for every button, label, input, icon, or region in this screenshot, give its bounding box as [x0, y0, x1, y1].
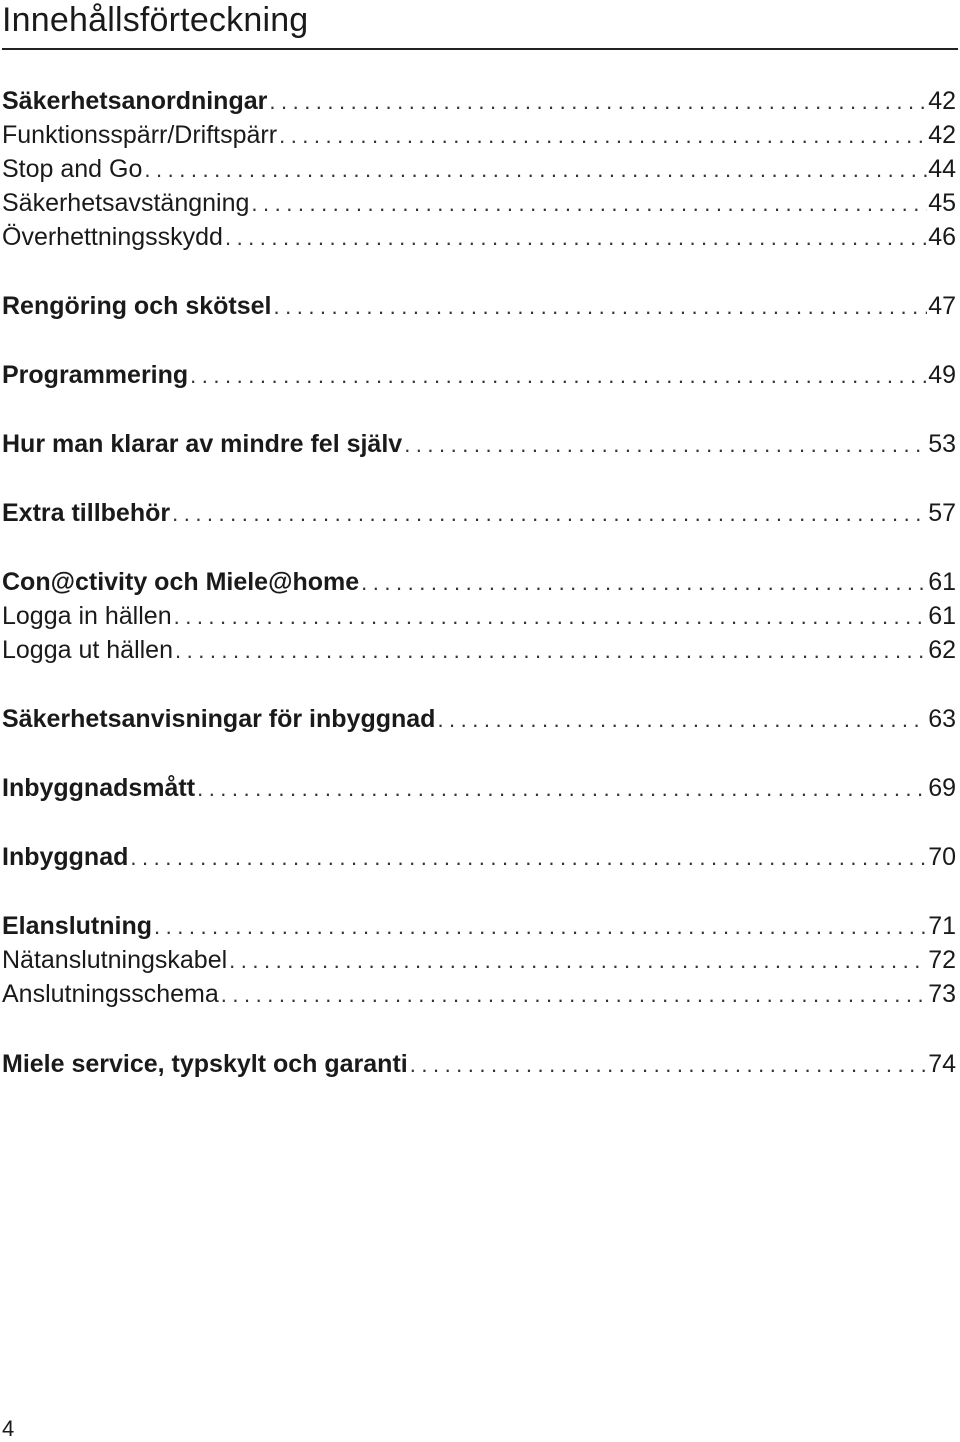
- toc-entry-label: Säkerhetsavstängning: [2, 189, 250, 217]
- toc-entry-page: 69: [928, 774, 956, 802]
- toc-dot-leader: [361, 566, 927, 600]
- toc-entry-label: Inbyggnad: [2, 843, 129, 871]
- toc-dot-leader: [154, 910, 927, 944]
- toc-entry-page: 42: [928, 121, 956, 149]
- toc-dot-leader: [404, 428, 927, 462]
- toc-entry-anslutningsschema[interactable]: [2, 977, 956, 1011]
- toc-entry-logga-in[interactable]: [2, 599, 956, 633]
- toc-entry-label: Rengöring och skötsel: [2, 292, 272, 320]
- toc-entry-page: 45: [928, 189, 956, 217]
- toc-entry-page: 74: [928, 1050, 956, 1078]
- toc-entry-logga-ut[interactable]: [2, 633, 956, 667]
- toc-entry-inbyggnad[interactable]: [2, 840, 956, 874]
- toc-entry-label: Nätanslutningskabel: [2, 946, 228, 974]
- toc-entry-page: 42: [928, 87, 956, 115]
- toc-entry-page: 53: [928, 430, 956, 458]
- toc-entry-sakerhetsavstangning[interactable]: [2, 186, 956, 220]
- toc-dot-leader: [172, 497, 927, 531]
- toc-entry-stop-and-go[interactable]: [2, 152, 956, 186]
- toc-entry-miele-service[interactable]: [2, 1047, 956, 1081]
- toc-dot-leader: [269, 85, 927, 119]
- toc-entry-sakerhetsanordningar[interactable]: [2, 84, 956, 118]
- toc-dot-leader: [225, 221, 927, 255]
- toc-dot-leader: [251, 187, 927, 221]
- page-number: 4: [2, 1416, 15, 1441]
- toc-entry-page: 61: [928, 568, 956, 596]
- toc-entry-page: 72: [928, 946, 956, 974]
- toc-entry-label: Con@ctivity och Miele@home: [2, 568, 360, 596]
- toc-entry-label: Hur man klarar av mindre fel själv: [2, 430, 403, 458]
- toc-entry-label: Funktionsspärr/Driftspärr: [2, 121, 278, 149]
- toc-entry-page: 46: [928, 223, 956, 251]
- toc-entry-page: 70: [928, 843, 956, 871]
- toc-entry-label: Logga in hällen: [2, 602, 172, 630]
- toc-entry-label: Anslutningsschema: [2, 980, 219, 1008]
- toc-entry-overhettningsskydd[interactable]: [2, 220, 956, 254]
- toc-entry-page: 73: [928, 980, 956, 1008]
- toc-entry-label: Säkerhetsanordningar: [2, 87, 268, 115]
- toc-entry-extra-tillbehor[interactable]: [2, 496, 956, 530]
- toc-entry-label: Stop and Go: [2, 155, 143, 183]
- toc-entry-page: 44: [928, 155, 956, 183]
- toc-entry-label: Programmering: [2, 361, 189, 389]
- toc-entry-elanslutning[interactable]: [2, 909, 956, 943]
- toc-entry-programmering[interactable]: [2, 358, 956, 392]
- toc-entry-page: 57: [928, 499, 956, 527]
- toc-entry-label: Säkerhetsanvisningar för inbyggnad: [2, 705, 436, 733]
- toc-entry-page: 47: [928, 292, 956, 320]
- toc-entry-page: 61: [928, 602, 956, 630]
- toc-entry-label: Elanslutning: [2, 912, 152, 940]
- toc-entry-label: Inbyggnadsmått: [2, 774, 196, 802]
- toc-dot-leader: [229, 944, 927, 978]
- toc-entry-inbyggnadsmatt[interactable]: [2, 771, 956, 805]
- toc-entry-natanslutningskabel[interactable]: [2, 943, 956, 977]
- toc-entry-label: Logga ut hällen: [2, 636, 173, 664]
- toc-dot-leader: [221, 978, 927, 1012]
- toc-dot-leader: [174, 600, 928, 634]
- toc-entry-page: 63: [928, 705, 956, 733]
- toc-dot-leader: [437, 703, 927, 737]
- toc-dot-leader: [144, 153, 927, 187]
- toc-entry-label: Överhettningsskydd: [2, 223, 223, 251]
- page-title: Innehållsförteckning: [2, 1, 309, 39]
- toc-entry-page: 71: [928, 912, 956, 940]
- toc-dot-leader: [130, 841, 927, 875]
- toc-entry-funktionsspärr[interactable]: [2, 118, 956, 152]
- toc-dot-leader: [279, 119, 927, 153]
- toc-dot-leader: [273, 290, 927, 324]
- toc-dot-leader: [190, 359, 927, 393]
- toc-dot-leader: [175, 634, 927, 668]
- toc-entry-page: 62: [928, 636, 956, 664]
- toc-entry-mindre-fel[interactable]: [2, 427, 956, 461]
- toc-entry-label: Extra tillbehör: [2, 499, 171, 527]
- title-divider: [2, 48, 958, 50]
- toc-entry-sakerhetsanvisningar[interactable]: [2, 702, 956, 736]
- toc-dot-leader: [410, 1048, 927, 1082]
- toc-entry-page: 49: [928, 361, 956, 389]
- toc-entry-conactivity[interactable]: [2, 565, 956, 599]
- toc-entry-label: Miele service, typskylt och garanti: [2, 1050, 408, 1078]
- toc-entry-rengoring[interactable]: [2, 289, 956, 323]
- toc-dot-leader: [197, 772, 927, 806]
